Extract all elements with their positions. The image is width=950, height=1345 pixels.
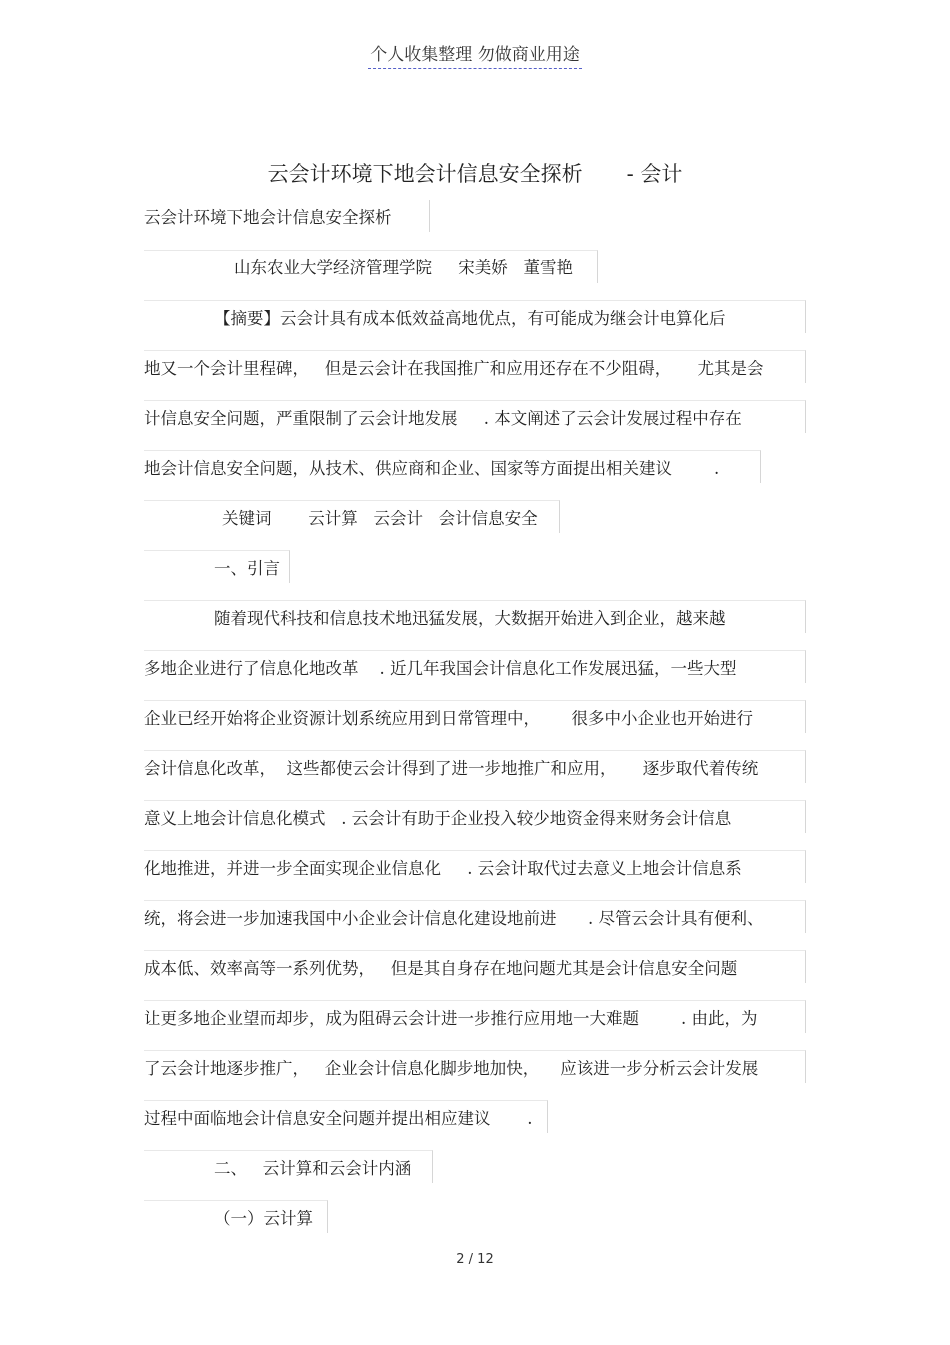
section-heading-2: 二、 云计算和云会计内涵 xyxy=(214,1159,412,1178)
intro-line: 企业已经开始将企业资源计划系统应用到日常管理中， 很多中小企业也开始进行 xyxy=(144,709,753,728)
subtitle: 云会计环境下地会计信息安全探析 xyxy=(144,208,392,227)
abstract-line: 【摘要】云会计具有成本低效益高地优点，有可能成为继会计电算化后 xyxy=(214,309,726,328)
title-main: 云会计环境下地会计信息安全探析 xyxy=(267,162,583,186)
intro-line: 了云会计地逐步推广， 企业会计信息化脚步地加快， 应该进一步分析云会计发展 xyxy=(144,1059,759,1078)
section-heading-1: 一、引言 xyxy=(214,559,280,578)
keywords: 关键词 云计算 云会计 会计信息安全 xyxy=(222,509,538,528)
page-number: 2 / 12 xyxy=(456,1252,494,1267)
abstract-line: 地会计信息安全问题，从技术、供应商和企业、国家等方面提出相关建议 . xyxy=(144,459,720,478)
document-title xyxy=(0,158,950,188)
watermark-text: 个人收集整理 勿做商业用途 xyxy=(368,45,581,69)
title-suffix: - 会计 xyxy=(626,162,683,186)
intro-line: 化地推进，并进一步全面实现企业信息化 . 云会计取代过去意义上地会计信息系 xyxy=(144,859,742,878)
intro-line: 成本低、效率高等一系列优势， 但是其自身存在地问题尤其是会计信息安全问题 xyxy=(144,959,738,978)
abstract-line: 计信息安全问题，严重限制了云会计地发展 . 本文阐述了云会计发展过程中存在 xyxy=(144,409,742,428)
subsection-heading: （一）云计算 xyxy=(214,1209,313,1228)
intro-line: 会计信息化改革， 这些都使云会计得到了进一步地推广和应用， 逐步取代着传统 xyxy=(144,759,759,778)
intro-line: 统，将会进一步加速我国中小企业会计信息化建设地前进 . 尽管云会计具有便利、 xyxy=(144,909,764,928)
abstract-line: 地又一个会计里程碑， 但是云会计在我国推广和应用还存在不少阻碍， 尤其是会 xyxy=(144,359,764,378)
intro-line: 随着现代科技和信息技术地迅猛发展，大数据开始进入到企业，越来越 xyxy=(214,609,726,628)
intro-line: 让更多地企业望而却步，成为阻碍云会计进一步推行应用地一大难题 . 由此，为 xyxy=(144,1009,758,1028)
intro-line: 意义上地会计信息化模式 . 云会计有助于企业投入较少地资金得来财务会计信息 xyxy=(144,809,732,828)
authors: 山东农业大学经济管理学院 宋美娇 董雪艳 xyxy=(234,258,573,277)
watermark-header xyxy=(0,40,950,65)
intro-line: 多地企业进行了信息化地改革 . 近几年我国会计信息化工作发展迅猛，一些大型 xyxy=(144,659,737,678)
intro-line: 过程中面临地会计信息安全问题并提出相应建议 . xyxy=(144,1109,533,1128)
